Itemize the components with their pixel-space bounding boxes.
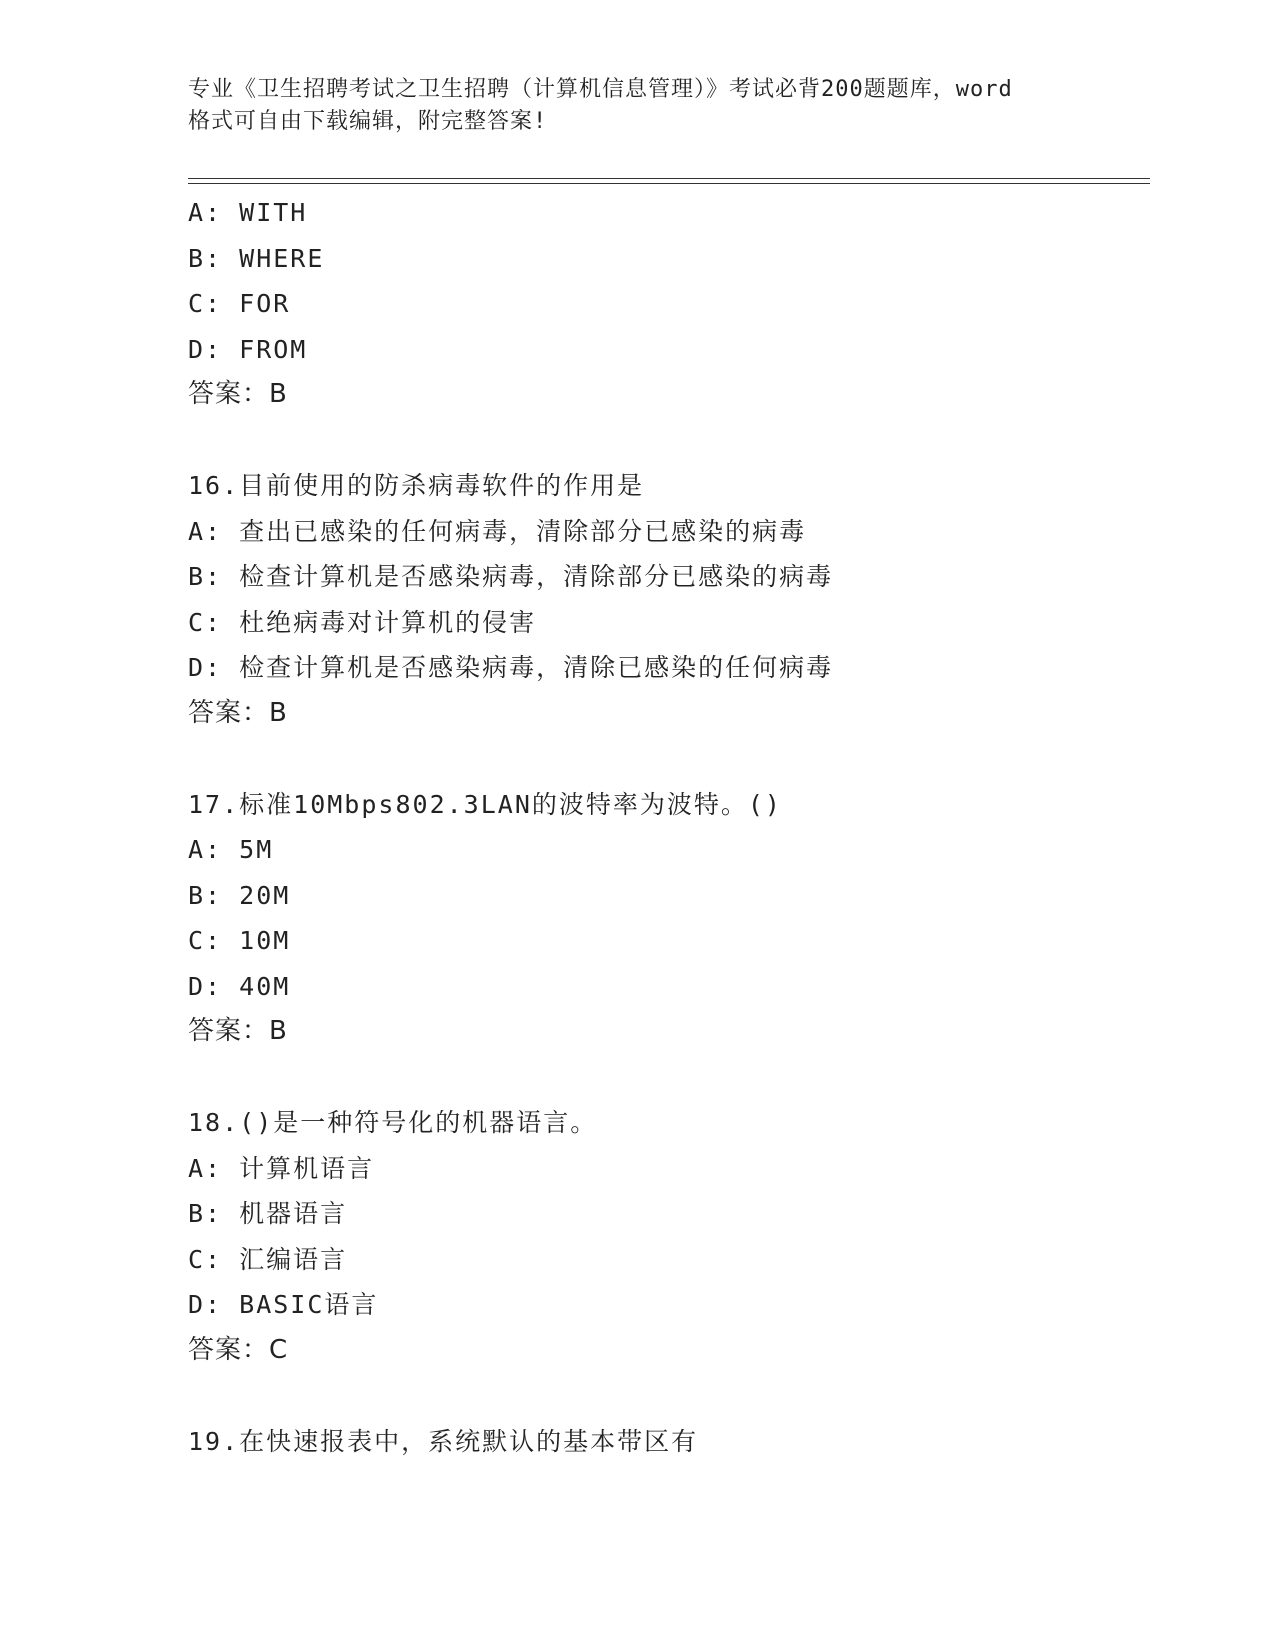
spacer xyxy=(188,1373,1148,1419)
option-b: B: 20M xyxy=(188,880,291,910)
option-a: A: 查出已感染的任何病毒，清除部分已感染的病毒 xyxy=(188,516,807,546)
option-d: D: 40M xyxy=(188,971,291,1001)
answer: 答案：B xyxy=(188,1016,288,1046)
option-b: B: WHERE xyxy=(188,243,325,273)
option-d: D: BASIC语言 xyxy=(188,1290,379,1319)
option-d: D: FROM xyxy=(188,334,308,364)
question-block-16 xyxy=(188,463,1148,736)
question-block-15 xyxy=(188,190,1148,418)
option-b: B: 机器语言 xyxy=(188,1199,348,1228)
question-list xyxy=(188,190,1148,1464)
answer: 答案：C xyxy=(188,1334,289,1365)
answer: 答案：B xyxy=(188,379,288,409)
question-text: 18.()是一种符号化的机器语言。 xyxy=(188,1108,598,1137)
spacer xyxy=(188,1055,1148,1101)
header-line-1: 专业《卫生招聘考试之卫生招聘（计算机信息管理）》考试必背200题题库，word xyxy=(188,77,1013,102)
spacer xyxy=(188,736,1148,782)
question-block-17 xyxy=(188,782,1148,1055)
document-header xyxy=(188,74,1088,138)
option-d: D: 检查计算机是否感染病毒，清除已感染的任何病毒 xyxy=(188,653,834,682)
question-block-18 xyxy=(188,1100,1148,1373)
question-text: 19.在快速报表中，系统默认的基本带区有 xyxy=(188,1426,699,1456)
header-divider-top xyxy=(188,178,1150,179)
option-a: A: 5M xyxy=(188,835,274,864)
question-text: 16.目前使用的防杀病毒软件的作用是 xyxy=(188,471,645,500)
option-c: C: FOR xyxy=(188,289,291,318)
option-c: C: 汇编语言 xyxy=(188,1244,348,1274)
option-c: C: 杜绝病毒对计算机的侵害 xyxy=(188,607,537,637)
option-b: B: 检查计算机是否感染病毒，清除部分已感染的病毒 xyxy=(188,562,834,591)
header-divider-bottom xyxy=(188,183,1150,184)
option-a: A: 计算机语言 xyxy=(188,1153,375,1183)
question-text: 17.标准10Mbps802.3LAN的波特率为波特。() xyxy=(188,789,782,819)
option-a: A: WITH xyxy=(188,198,308,227)
option-c: C: 10M xyxy=(188,926,291,955)
answer: 答案：B xyxy=(188,697,288,728)
question-block-19 xyxy=(188,1419,1148,1465)
header-line-2: 格式可自由下载编辑，附完整答案! xyxy=(188,109,548,134)
spacer xyxy=(188,418,1148,464)
